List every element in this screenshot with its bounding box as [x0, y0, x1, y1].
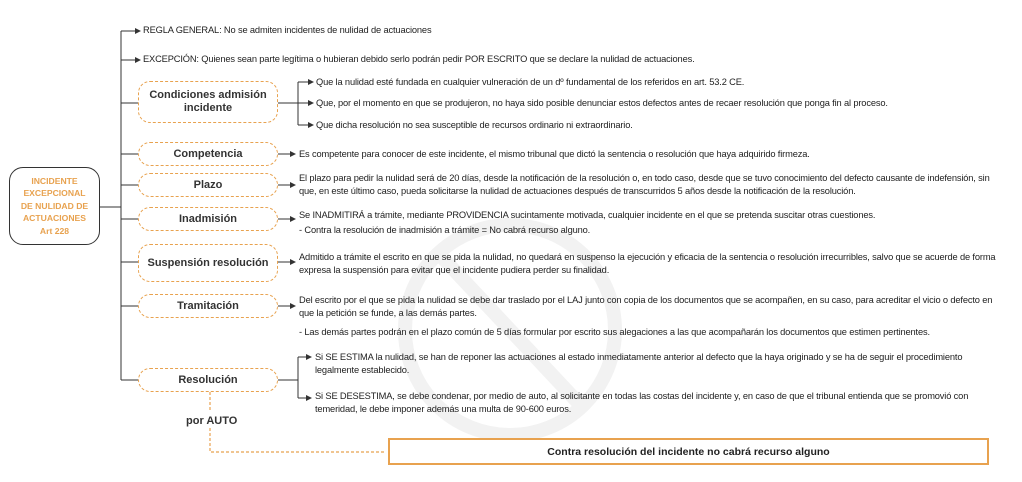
general-rule: REGLA GENERAL: No se admiten incidentes de nulidad de actuaciones — [143, 25, 432, 35]
node-label: Suspensión resolución — [147, 256, 269, 269]
root-line: DE NULIDAD DE — [20, 200, 89, 211]
condicion-item: Que dicha resolución no sea susceptible de recursos ordinario ni extraordinario. — [316, 120, 633, 130]
node-inadmision — [138, 207, 278, 231]
tramitacion-note: - Las demás partes podrán en el plazo común de 5 días formular por escrito sus alegaciones a las que acompañarán los documentos que estimen pertinentes. — [299, 327, 930, 337]
inadmision-text: Se INADMITIRÁ a trámite, mediante PROVIDENCIA sucintamente motivada, cualquier incidente en el que se pretenda suscitar otras cuestiones. — [299, 210, 876, 220]
node-competencia — [138, 142, 278, 166]
node-label: Competencia — [173, 147, 243, 160]
final-box — [388, 438, 989, 465]
node-resolucion — [138, 368, 278, 392]
node-plazo — [138, 173, 278, 197]
final-box-text: Contra resolución del incidente no cabrá recurso alguno — [547, 445, 830, 458]
competencia-text: Es competente para conocer de este incidente, el mismo tribunal que dictó la sentencia o resolución que haya adquirido firmeza. — [299, 149, 810, 159]
exception-text: EXCEPCIÓN: Quienes sean parte legítima o hubieran debido serlo podrán pedir POR ESCRITO que se declare la nulidad de actuaciones. — [143, 54, 695, 64]
node-label: Resolución — [178, 373, 238, 386]
condicion-item: Que, por el momento en que se produjeron, no haya sido posible denunciar estos defectos antes de recaer resolución que ponga fin al proceso. — [316, 98, 888, 108]
root-line: Art 228 — [39, 225, 70, 236]
node-label: Plazo — [193, 178, 223, 191]
root-node — [9, 167, 100, 245]
root-line: INCIDENTE — [31, 175, 78, 186]
por-auto-label: por AUTO — [186, 415, 238, 427]
suspension-text: Admitido a trámite el escrito en que se pida la nulidad, no quedará en suspenso la ejecución y eficacia de la sentencia o resolución irrecurribles, salvo que se acuerde de forma expresa la suspensión para evitar que el incidente pudiera perder su finalidad. — [299, 252, 996, 275]
plazo-text: El plazo para pedir la nulidad será de 20 días, desde la notificación de la resolución o, en todo caso, desde que se tuvo conocimiento del defecto causante de indefensión, sin que, en este último caso, pueda solicitarse la nulidad de actuaciones después de transcurridos 5 años desde la notificación de la resolución. — [299, 173, 990, 196]
root-line: ACTUACIONES — [22, 213, 86, 224]
resolucion-item: Si SE ESTIMA la nulidad, se han de reponer las actuaciones al estado inmediatamente anterior al defecto que la haya originado y se ha de seguir el procedimiento legalmente establecido. — [315, 352, 963, 375]
root-line: EXCEPCIONAL — [23, 188, 86, 199]
node-label: Condiciones admisión incidente — [149, 89, 267, 114]
condicion-item: Que la nulidad esté fundada en cualquier vulneración de un dº fundamental de los referidos en art. 53.2 CE. — [316, 77, 745, 87]
node-suspension — [138, 244, 278, 282]
inadmision-note: - Contra la resolución de inadmisión a trámite = No cabrá recurso alguno. — [299, 225, 591, 235]
node-condiciones — [138, 81, 278, 123]
node-label: Tramitación — [177, 299, 239, 312]
node-tramitacion — [138, 294, 278, 318]
node-label: Inadmisión — [178, 212, 238, 225]
resolucion-item: Si SE DESESTIMA, se debe condenar, por medio de auto, al solicitante en todas las costas del incidente y, en caso de que el tribunal entienda que se promovió con temeridad, le debe imponer además una multa de 90-600 euros. — [315, 391, 969, 414]
tramitacion-text: Del escrito por el que se pida la nulidad se debe dar traslado por el LAJ junto con copia de los documentos que se acompañen, en su caso, para acreditar el vicio o defecto en que la petición se funde, a las demás partes. — [299, 295, 993, 318]
